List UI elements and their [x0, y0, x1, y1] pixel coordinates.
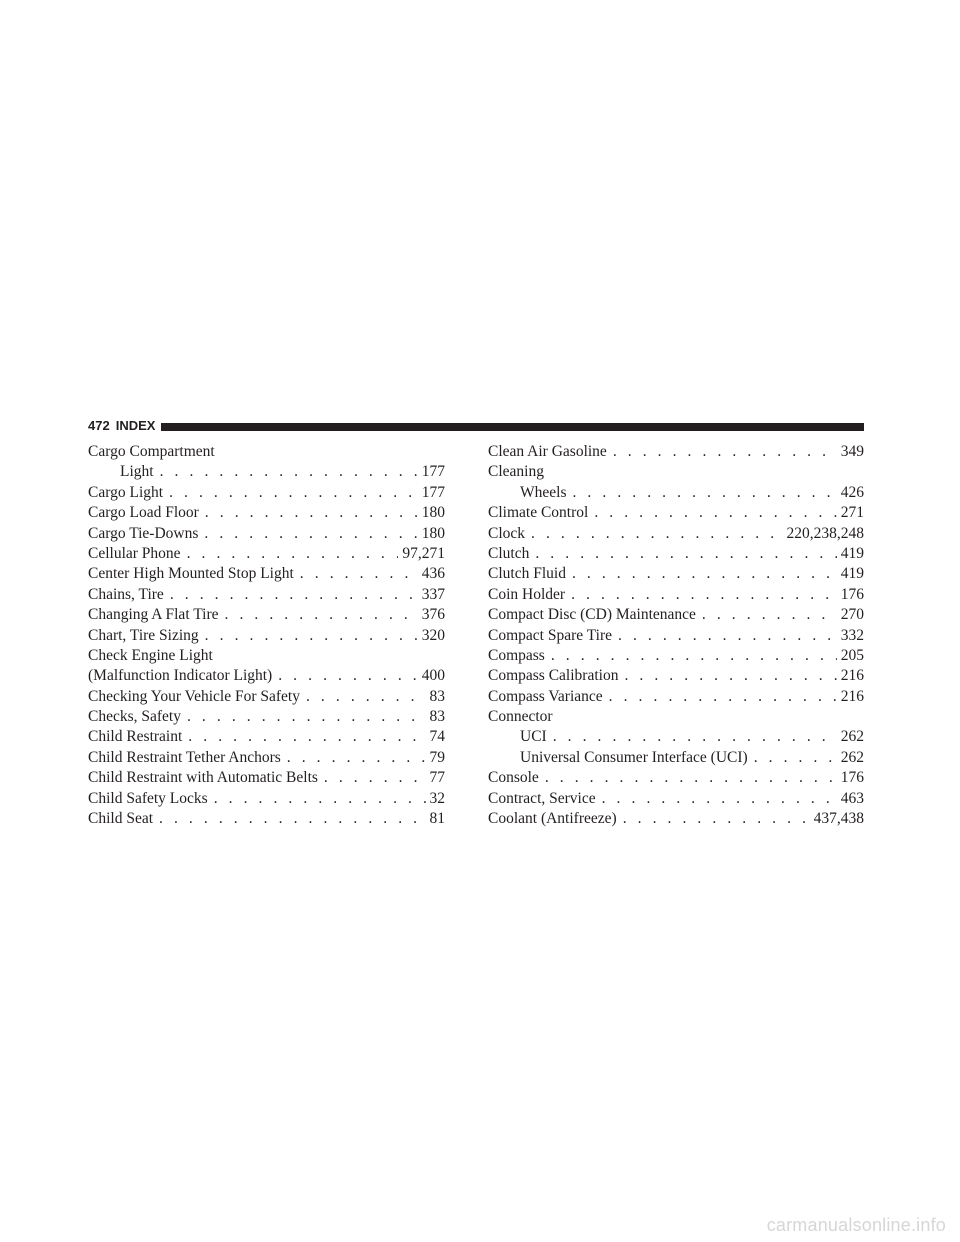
- dot-leader: [545, 768, 837, 788]
- index-entry: [488, 626, 864, 646]
- section-title: INDEX: [115, 418, 156, 433]
- entry-label: Wheels: [520, 483, 567, 501]
- index-entry: [488, 483, 864, 503]
- dot-leader: [613, 442, 837, 462]
- entry-label: Compass Variance: [488, 687, 603, 705]
- entry-label: Clock: [488, 524, 526, 542]
- entry-label: Cargo Load Floor: [88, 504, 199, 522]
- index-entry: [488, 462, 864, 482]
- entry-page-ref: 205: [840, 646, 864, 664]
- dot-leader: [306, 687, 426, 707]
- index-entry: [488, 524, 864, 544]
- index-entry: [488, 809, 864, 829]
- entry-page-ref: 74: [429, 728, 445, 746]
- index-entry: [488, 646, 864, 666]
- dot-leader: [160, 462, 418, 482]
- dot-leader: [623, 809, 810, 829]
- index-entry: [88, 646, 445, 666]
- index-entry: [88, 544, 445, 564]
- dot-leader: [553, 727, 837, 747]
- dot-leader: [624, 666, 836, 686]
- entry-page-ref: 83: [429, 687, 445, 705]
- entry-label: Checks, Safety: [88, 708, 181, 726]
- entry-label: Cargo Compartment: [88, 443, 215, 460]
- entry-label: Chains, Tire: [88, 585, 164, 603]
- dot-leader: [205, 626, 418, 646]
- entry-page-ref: 32: [429, 789, 445, 807]
- dot-leader: [187, 544, 399, 564]
- index-entry: [88, 727, 445, 747]
- index-entry: [488, 564, 864, 584]
- dot-leader: [324, 768, 426, 788]
- dot-leader: [571, 585, 837, 605]
- entry-page-ref: 262: [840, 728, 864, 746]
- index-entry: [88, 687, 445, 707]
- dot-leader: [572, 483, 836, 503]
- header-rule: [161, 423, 864, 431]
- entry-label: Checking Your Vehicle For Safety: [88, 687, 300, 705]
- entry-page-ref: 176: [840, 769, 864, 787]
- dot-leader: [572, 564, 837, 584]
- entry-label: Universal Consumer Interface (UCI): [520, 748, 748, 766]
- entry-label: Child Restraint with Automatic Belts: [88, 769, 318, 787]
- entry-page-ref: 419: [840, 565, 864, 583]
- entry-label: Check Engine Light: [88, 646, 213, 664]
- dot-leader: [188, 727, 425, 747]
- entry-label: Child Seat: [88, 810, 154, 828]
- index-entry: [88, 748, 445, 768]
- entry-page-ref: 271: [840, 504, 864, 522]
- entry-label: Center High Mounted Stop Light: [88, 565, 294, 583]
- index-entry: [88, 809, 445, 829]
- dot-leader: [205, 503, 418, 523]
- entry-page-ref: 97,271: [402, 544, 445, 562]
- entry-page-ref: 180: [421, 504, 445, 522]
- dot-leader: [225, 605, 418, 625]
- dot-leader: [287, 748, 426, 768]
- entry-page-ref: 79: [429, 748, 445, 766]
- entry-page-ref: 436: [421, 565, 445, 583]
- dot-leader: [702, 605, 837, 625]
- entry-page-ref: 216: [840, 687, 864, 705]
- entry-page-ref: 81: [429, 810, 445, 828]
- entry-label: Light: [120, 463, 154, 481]
- index-entry: [88, 503, 445, 523]
- entry-page-ref: 83: [429, 708, 445, 726]
- entry-label: (Malfunction Indicator Light): [88, 667, 273, 685]
- entry-page-ref: 177: [421, 463, 445, 481]
- entry-page-ref: 320: [421, 626, 445, 644]
- entry-label: Child Restraint: [88, 728, 183, 746]
- entry-label: Child Safety Locks: [88, 789, 208, 807]
- dot-leader: [754, 748, 837, 768]
- watermark: carmanualsonline.info: [766, 1215, 946, 1235]
- entry-page-ref: 337: [421, 585, 445, 603]
- index-entry: [488, 666, 864, 686]
- dot-leader: [594, 503, 836, 523]
- entry-label: Cleaning: [488, 463, 544, 481]
- dot-leader: [159, 809, 425, 829]
- index-entry: [488, 707, 864, 727]
- entry-page-ref: 426: [840, 483, 864, 501]
- entry-page-ref: 220,238,248: [786, 524, 864, 542]
- entry-label: Compass Calibration: [488, 667, 619, 685]
- entry-label: Child Restraint Tether Anchors: [88, 748, 281, 766]
- entry-page-ref: 262: [840, 748, 864, 766]
- index-entry: [488, 768, 864, 788]
- index-entry: [88, 585, 445, 605]
- entry-label: Clutch Fluid: [488, 565, 566, 583]
- dot-leader: [618, 626, 837, 646]
- entry-page-ref: 176: [840, 585, 864, 603]
- entry-label: Chart, Tire Sizing: [88, 626, 199, 644]
- index-entry: [488, 748, 864, 768]
- entry-label: Clutch: [488, 544, 530, 562]
- entry-page-ref: 463: [840, 789, 864, 807]
- entry-label: Climate Control: [488, 504, 589, 522]
- index-entry: [488, 605, 864, 625]
- index-column-right: [488, 442, 864, 829]
- entry-label: Changing A Flat Tire: [88, 606, 219, 624]
- dot-leader: [170, 585, 418, 605]
- entry-label: Connector: [488, 708, 553, 726]
- index-entry: [88, 524, 445, 544]
- entry-page-ref: 419: [840, 544, 864, 562]
- dot-leader: [187, 707, 426, 727]
- dot-leader: [204, 524, 417, 544]
- index-entry: [88, 564, 445, 584]
- index-entry: [88, 605, 445, 625]
- entry-page-ref: 270: [840, 606, 864, 624]
- index-entry: [88, 707, 445, 727]
- page-number: 472: [88, 418, 110, 433]
- entry-page-ref: 349: [840, 443, 864, 460]
- entry-page-ref: 376: [421, 606, 445, 624]
- dot-leader: [609, 687, 837, 707]
- index-entry: [488, 503, 864, 523]
- dot-leader: [551, 646, 837, 666]
- index-entry: [488, 789, 864, 809]
- entry-label: Contract, Service: [488, 789, 596, 807]
- dot-leader: [300, 564, 418, 584]
- index-entry: [488, 442, 864, 462]
- entry-label: Compact Disc (CD) Maintenance: [488, 606, 696, 624]
- index-entry: [88, 462, 445, 482]
- entry-page-ref: 177: [421, 483, 445, 501]
- dot-leader: [531, 524, 782, 544]
- index-entry: [88, 768, 445, 788]
- index-entry: [488, 687, 864, 707]
- dot-leader: [602, 789, 837, 809]
- index-column-left: [88, 442, 445, 829]
- entry-label: Cargo Tie-Downs: [88, 524, 199, 542]
- dot-leader: [214, 789, 426, 809]
- entry-label: Cellular Phone: [88, 544, 181, 562]
- entry-label: Coolant (Antifreeze): [488, 810, 617, 828]
- index-entry: [488, 585, 864, 605]
- index-entry: [488, 727, 864, 747]
- entry-label: Clean Air Gasoline: [488, 443, 607, 460]
- index-entry: [88, 626, 445, 646]
- entry-label: Compact Spare Tire: [488, 626, 612, 644]
- entry-page-ref: 437,438: [813, 810, 864, 828]
- index-entry: [88, 483, 445, 503]
- index-entry: [488, 544, 864, 564]
- entry-label: Compass: [488, 646, 545, 664]
- entry-page-ref: 332: [840, 626, 864, 644]
- dot-leader: [169, 483, 418, 503]
- entry-page-ref: 400: [421, 667, 445, 685]
- entry-page-ref: 216: [840, 667, 864, 685]
- entry-label: UCI: [520, 728, 547, 746]
- index-entry: [88, 442, 445, 462]
- entry-label: Coin Holder: [488, 585, 566, 603]
- entry-page-ref: 180: [421, 524, 445, 542]
- entry-label: Console: [488, 769, 539, 787]
- entry-label: Cargo Light: [88, 483, 164, 501]
- index-entry: [88, 666, 445, 686]
- page-header: [88, 418, 864, 434]
- entry-page-ref: 77: [429, 769, 445, 787]
- dot-leader: [535, 544, 836, 564]
- index-entry: [88, 789, 445, 809]
- dot-leader: [278, 666, 418, 686]
